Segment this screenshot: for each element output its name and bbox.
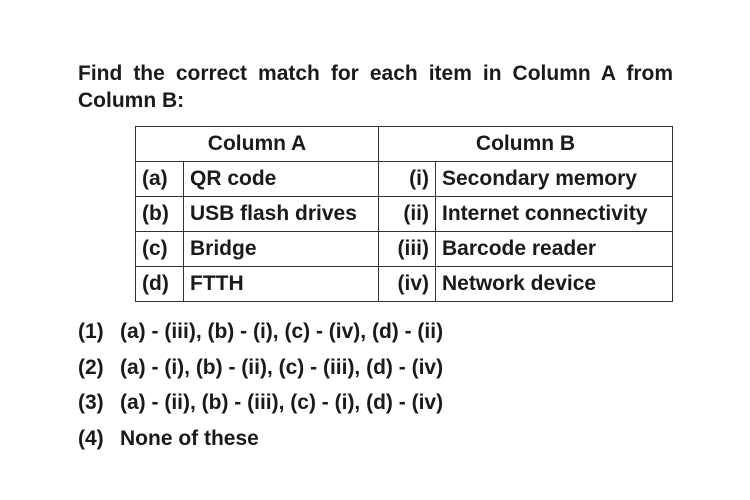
answer-option[interactable] [78, 350, 443, 386]
column-a-item: QR code [184, 162, 379, 197]
column-a-label: (b) [136, 197, 184, 232]
option-text: (a) - (iii), (b) - (i), (c) - (iv), (d) - (ii) [120, 320, 444, 343]
table-row [136, 267, 673, 302]
column-a-header: Column A [136, 127, 379, 162]
column-a-item: USB flash drives [184, 197, 379, 232]
column-b-item: Internet connectivity [436, 197, 673, 232]
question-text: Find the correct match for each item in Column A from Column B: [78, 62, 673, 112]
answer-option[interactable] [78, 314, 443, 350]
column-a-item: Bridge [184, 232, 379, 267]
column-b-item: Network device [436, 267, 673, 302]
column-a-item: FTTH [184, 267, 379, 302]
answer-option[interactable] [78, 421, 443, 457]
table-row [136, 197, 673, 232]
column-a-label: (d) [136, 267, 184, 302]
table-row [136, 162, 673, 197]
option-number: (1) [78, 320, 104, 343]
column-b-label: (iv) [379, 267, 436, 302]
option-number: (3) [78, 391, 104, 414]
option-number: (4) [78, 426, 104, 450]
column-b-header: Column B [379, 127, 673, 162]
column-a-label: (c) [136, 232, 184, 267]
answer-options [78, 314, 443, 456]
column-b-label: (ii) [379, 197, 436, 232]
match-table [135, 126, 673, 302]
column-b-item: Barcode reader [436, 232, 673, 267]
column-b-label: (i) [379, 162, 436, 197]
option-text: (a) - (i), (b) - (ii), (c) - (iii), (d) - (iv) [120, 355, 444, 379]
column-b-item: Secondary memory [436, 162, 673, 197]
answer-option[interactable] [78, 385, 443, 421]
option-text: None of these [120, 426, 259, 450]
option-text: (a) - (ii), (b) - (iii), (c) - (i), (d) - (iv) [120, 391, 444, 414]
column-a-label: (a) [136, 162, 184, 197]
column-b-label: (iii) [379, 232, 436, 267]
table-header-row [136, 127, 673, 162]
table-row [136, 232, 673, 267]
option-number: (2) [78, 355, 104, 379]
